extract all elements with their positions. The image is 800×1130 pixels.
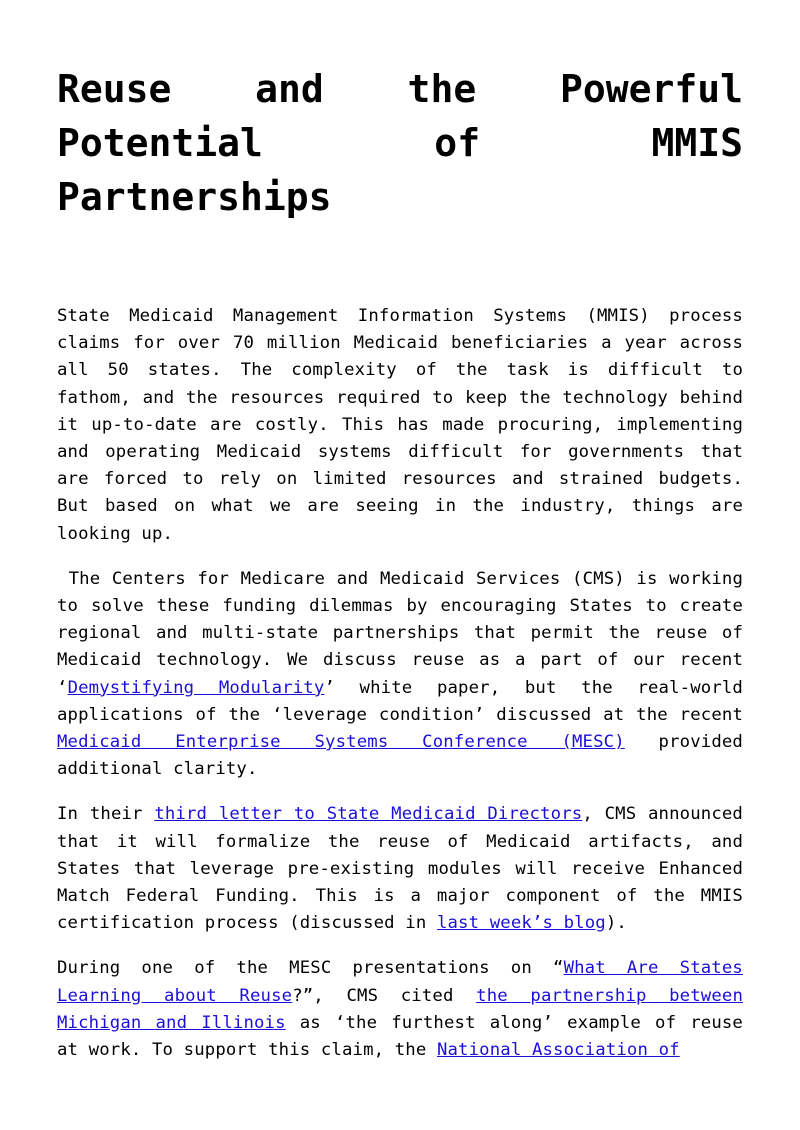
paragraph-text: ’ white paper, but the real-world applications of the ‘leverage condition’ discussed at the recent <box>57 677 743 725</box>
last-weeks-blog-link[interactable]: last week’s blog <box>436 913 606 934</box>
demystifying-modularity-link[interactable]: Demystifying Modularity <box>67 677 325 698</box>
article <box>57 62 743 1082</box>
paragraph-2 <box>57 566 743 784</box>
paragraph-3 <box>57 801 743 937</box>
paragraph-text: During one of the MESC presentations on “ <box>57 958 564 979</box>
learning-about-reuse-link[interactable]: What Are States Learning about Reuse <box>57 958 743 1006</box>
paragraph-4 <box>57 955 743 1064</box>
national-association-link[interactable]: National Association of <box>436 1040 680 1061</box>
paragraph-text: as ‘the furthest along’ example of reuse at work. To support this claim, the <box>57 1012 743 1061</box>
paragraph-text: In their <box>57 804 155 825</box>
paragraph-text: , CMS announced that it will formalize the reuse of Medicaid artifacts, and States that leverage pre-existing modules will receive Enhanced Match Federal Funding. This is a major component of the MMIS certification process (discussed in <box>57 804 743 934</box>
paragraph-text: ?”, CMS cited <box>292 985 477 1006</box>
paragraph-text: provided additional clarity. <box>57 732 743 780</box>
mesc-conference-link[interactable]: Medicaid Enterprise Systems Conference (MESC) <box>57 732 625 753</box>
article-body <box>57 303 743 1064</box>
paragraph-text: The Centers for Medicare and Medicaid Services (CMS) is working to solve these funding dilemmas by encouraging States to create regional and multi-state partnerships that permit the reuse of Medicaid technology. We discuss reuse as a part of our recent ‘ <box>57 568 743 698</box>
third-letter-link[interactable]: third letter to State Medicaid Directors <box>154 804 583 825</box>
michigan-illinois-partnership-link[interactable]: the partnership between Michigan and Illinois <box>57 985 743 1033</box>
paragraph-text: ). <box>605 913 627 934</box>
article-title: Reuse and the Powerful Potential of MMIS Partnerships <box>57 67 743 219</box>
paragraph-1: State Medicaid Management Information Systems (MMIS) process claims for over 70 million Medicaid beneficiaries a year across all 50 states. The complexity of the task is difficult to fathom, and the resources required to keep the technology behind it up-to-date are costly. This has made procuring, implementing and operating Medicaid systems difficult for governments that are forced to rely on limited resources and strained budgets. But based on what we are seeing in the industry, things are looking up. <box>57 306 743 544</box>
